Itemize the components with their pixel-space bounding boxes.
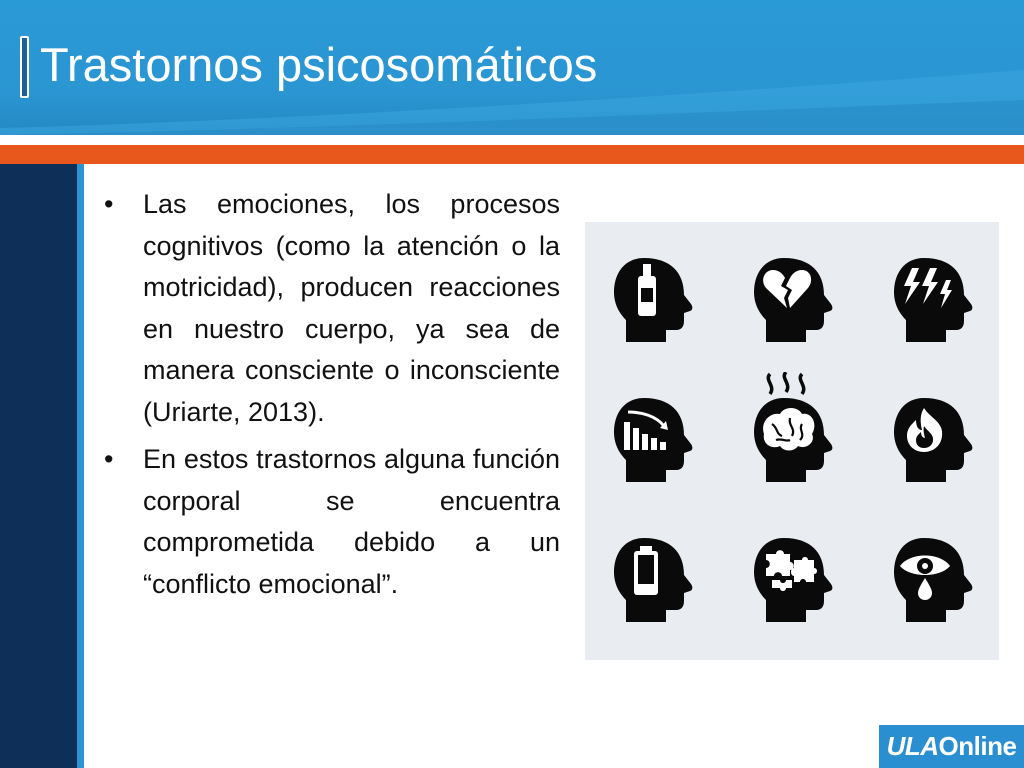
- bullet-item: [100, 439, 560, 605]
- left-blue-stripe: [77, 164, 84, 768]
- bullet-list: [100, 184, 560, 611]
- head-bottle-icon: [610, 250, 700, 346]
- head-steaming-brain-icon: [750, 372, 840, 486]
- head-declining-chart-icon: [610, 390, 700, 486]
- head-lightning-icon: [890, 250, 980, 346]
- logo-text: [887, 731, 1017, 762]
- bullet-marker: •: [104, 189, 114, 219]
- bullet-marker: •: [104, 444, 114, 474]
- head-crying-eye-icon: [890, 530, 980, 626]
- slide-title: Trastornos psicosomáticos: [40, 38, 598, 91]
- head-puzzle-icon: [750, 530, 840, 626]
- left-navy-band: [0, 164, 77, 768]
- head-low-battery-icon: [610, 530, 700, 626]
- orange-accent-bar: [0, 145, 1024, 164]
- logo-brand: ULA: [886, 731, 939, 761]
- slide-header: [0, 0, 1024, 135]
- head-broken-heart-icon: [750, 250, 840, 346]
- title-marker: [20, 36, 29, 98]
- bullet-text: Las emociones, los procesos cognitivos (como la atención o la motricidad), producen reacciones en nuestro cuerpo, ya sea de manera consciente o inconsciente (Uriarte, 2013).: [143, 189, 560, 427]
- bullet-text: En estos trastornos alguna función corporal se encuentra comprometida debido a un “conflicto emocional”.: [143, 444, 560, 599]
- logo-suffix: Online: [938, 731, 1017, 761]
- psychosomatic-illustration: [585, 222, 999, 660]
- head-flame-icon: [890, 390, 980, 486]
- ula-online-logo: [876, 722, 1024, 768]
- bullet-item: [100, 184, 560, 433]
